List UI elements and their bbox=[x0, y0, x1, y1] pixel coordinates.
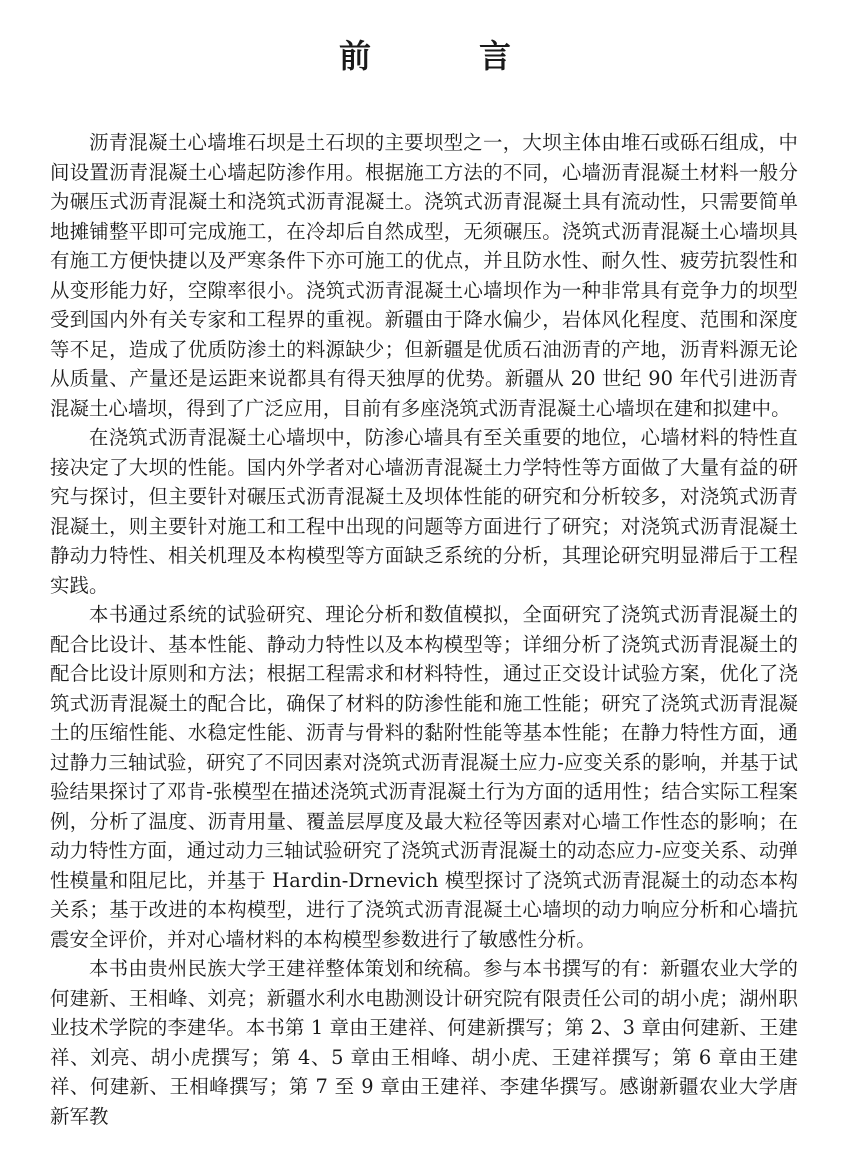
paragraph-2: 在浇筑式沥青混凝土心墙坝中，防渗心墙具有至关重要的地位，心墙材料的特性直接决定了大坝的性能。国内外学者对心墙沥青混凝土力学特性等方面做了大量有益的研究与探讨，但主要针对碾压式沥青混凝土及坝体性能的研究和分析较多，对浇筑式沥青混凝土，则主要针对施工和工程中出现的问题等方面进行了研究；对浇筑式沥青混凝土静动力特性、相关机理及本构模型等方面缺乏系统的分析，其理论研究明显滞后于工程实践。 bbox=[50, 426, 798, 597]
paragraph-3: 本书通过系统的试验研究、理论分析和数值模拟，全面研究了浇筑式沥青混凝土的配合比设计、基本性能、静动力特性以及本构模型等；详细分析了浇筑式沥青混凝土的配合比设计原则和方法；根据工程需求和材料特性，通过正交设计试验方案，优化了浇筑式沥青混凝土的配合比，确保了材料的防渗性能和施工性能；研究了浇筑式沥青混凝土的压缩性能、水稳定性能、沥青与骨料的黏附性能等基本性能；在静力特性方面，通过静力三轴试验，研究了不同因素对浇筑式沥青混凝土应力-应变关系的影响，并基于试验结果探讨了邓肯-张模型在描述浇筑式沥青混凝土行为方面的适用性；结合实际工程案例，分析了温度、沥青用量、覆盖层厚度及最大粒径等因素对心墙工作性态的影响；在动力特性方面，通过动力三轴试验研究了浇筑式沥青混凝土的动态应力-应变关系、动弹性模量和阻尼比，并基于 Hardin-Drnevich 模型探讨了浇筑式沥青混凝土的动态本构关系；基于改进的本构模型，进行了浇筑式沥青混凝土心墙坝的动力响应分析和心墙抗震安全评价，并对心墙材料的本构模型参数进行了敏感性分析。 bbox=[50, 603, 798, 951]
paragraph-4: 本书由贵州民族大学王建祥整体策划和统稿。参与本书撰写的有：新疆农业大学的何建新、王相峰、刘亮；新疆水利水电勘测设计研究院有限责任公司的胡小虎；湖州职业技术学院的李建华。本书第 1 章由王建祥、何建新撰写；第 2、3 章由何建新、王建祥、刘亮、胡小虎撰写；第 4、5 章由王相峰、胡小虎、王建祥撰写；第 6 章由王建祥、何建新、王相峰撰写；第 7 至 9 章由王建祥、李建华撰写。感谢新疆农业大学唐新军教 bbox=[50, 957, 798, 1128]
page-title: 前 言 bbox=[338, 37, 549, 75]
paragraph-1: 沥青混凝土心墙堆石坝是土石坝的主要坝型之一，大坝主体由堆石或砾石组成，中间设置沥青混凝土心墙起防渗作用。根据施工方法的不同，心墙沥青混凝土材料一般分为碾压式沥青混凝土和浇筑式沥青混凝土。浇筑式沥青混凝土具有流动性，只需要简单地摊铺整平即可完成施工，在冷却后自然成型，无须碾压。浇筑式沥青混凝土心墙坝具有施工方便快捷以及严寒条件下亦可施工的优点，并且防水性、耐久性、疲劳抗裂性和从变形能力好，空隙率很小。浇筑式沥青混凝土心墙坝作为一种非常具有竞争力的坝型受到国内外有关专家和工程界的重视。新疆由于降水偏少，岩体风化程度、范围和深度等不足，造成了优质防渗土的料源缺少；但新疆是优质石油沥青的产地，沥青料源无论从质量、产量还是运距来说都具有得天独厚的优势。新疆从 20 世纪 90 年代引进沥青混凝土心墙坝，得到了广泛应用，目前有多座浇筑式沥青混凝土心墙坝在建和拟建中。 bbox=[50, 131, 798, 420]
body-text bbox=[50, 128, 798, 1131]
